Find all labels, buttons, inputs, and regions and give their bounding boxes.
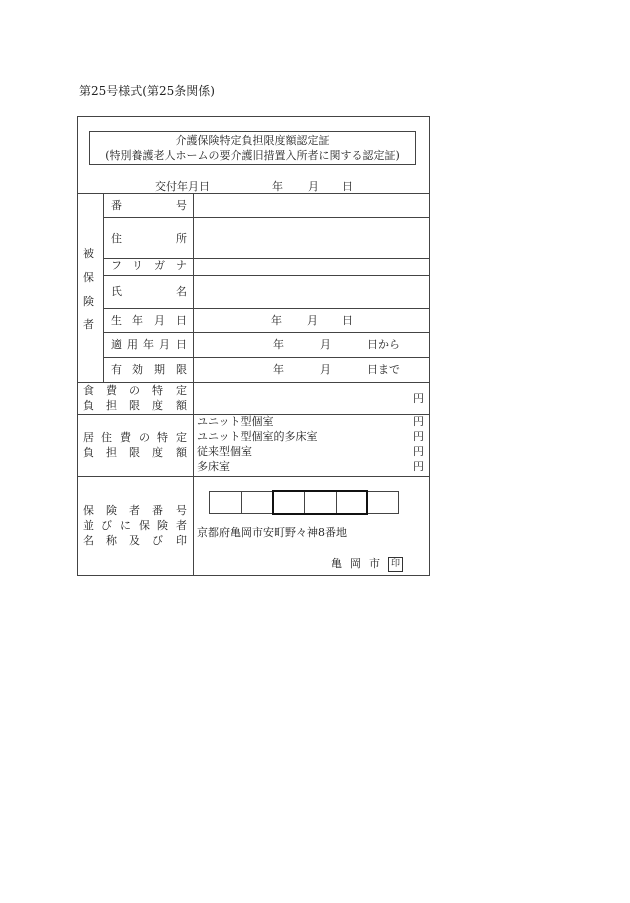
residence-label-char: 定 <box>176 431 187 444</box>
food-label-char: 限 <box>129 399 140 412</box>
insurer-label-char: 番 <box>152 504 163 517</box>
insurer-number-box <box>209 491 242 514</box>
rule <box>77 193 430 194</box>
applicable-suffix: 日から <box>367 338 400 351</box>
food-label-char: 食 <box>83 384 94 397</box>
room-type: ユニット型個室 <box>197 415 274 428</box>
room-yen-unit: 円 <box>413 430 424 443</box>
insurer-name-char: 市 <box>369 557 380 570</box>
address-label-char: 住 <box>111 232 122 245</box>
birth-label-char: 月 <box>154 314 165 327</box>
rule <box>103 332 430 333</box>
rule <box>193 193 194 576</box>
insurer-label-char: 名 <box>83 534 94 547</box>
rule <box>103 275 430 276</box>
form-label: 第25号様式(第25条関係) <box>79 84 215 98</box>
rule <box>103 357 430 358</box>
applicable-label-char: 適 <box>111 338 122 351</box>
applicable-label-char: 日 <box>176 338 187 351</box>
food-yen-unit: 円 <box>413 392 424 405</box>
residence-label-char: 限 <box>129 446 140 459</box>
insurer-label-char: 称 <box>106 534 117 547</box>
food-label-char: の <box>129 384 140 397</box>
seal-stamp: 印 <box>388 557 403 572</box>
applicable-label-char: 月 <box>159 338 170 351</box>
residence-label-char: 額 <box>176 446 187 459</box>
furigana-label-char: ナ <box>176 259 187 272</box>
food-label-char: 担 <box>106 399 117 412</box>
insurer-label-char: 者 <box>129 504 140 517</box>
rule <box>103 217 430 218</box>
rule <box>77 476 430 477</box>
room-type: 従来型個室 <box>197 445 252 458</box>
validity-label-char: 効 <box>132 363 143 376</box>
residence-label-char: 担 <box>106 446 117 459</box>
birth-month-unit: 月 <box>307 314 318 327</box>
insurer-label-char: 険 <box>106 504 117 517</box>
rule <box>103 258 430 259</box>
furigana-label-char: ガ <box>154 259 165 272</box>
room-yen-unit: 円 <box>413 445 424 458</box>
issue-month-unit: 月 <box>308 180 319 193</box>
validity-label-char: 限 <box>176 363 187 376</box>
number-label-char: 番 <box>111 199 122 212</box>
insurer-number-highlight <box>272 490 368 515</box>
residence-label-char: 負 <box>83 446 94 459</box>
validity-year-unit: 年 <box>273 363 284 376</box>
insurer-label-char: 号 <box>176 504 187 517</box>
insurer-name-char: 亀 <box>331 557 342 570</box>
name-label-char: 氏 <box>111 285 122 298</box>
insurer-label-char: 及 <box>129 534 140 547</box>
rule <box>103 308 430 309</box>
title-line-1: 介護保険特定負担限度額認定証 <box>175 134 330 147</box>
food-label-char: 費 <box>106 384 117 397</box>
insured-group-char: 被 <box>83 247 94 260</box>
insurer-label-char: 保 <box>83 504 94 517</box>
insurer-label-char: 印 <box>176 534 187 547</box>
insurer-number-box <box>241 491 273 514</box>
residence-label-char: の <box>139 431 150 444</box>
issue-day-unit: 日 <box>342 180 353 193</box>
food-label-char: 特 <box>152 384 163 397</box>
applicable-label-char: 年 <box>143 338 154 351</box>
issue-year-unit: 年 <box>272 180 283 193</box>
insurer-number-box <box>367 491 399 514</box>
insurer-label-char: に <box>120 519 131 532</box>
room-type: 多床室 <box>197 460 230 473</box>
insured-group-char: 者 <box>83 318 94 331</box>
certificate-title <box>89 131 416 165</box>
room-yen-unit: 円 <box>413 460 424 473</box>
food-label-char: 負 <box>83 399 94 412</box>
food-label-char: 定 <box>176 384 187 397</box>
insurer-label-char: び <box>152 534 163 547</box>
furigana-label-char: フ <box>111 259 122 272</box>
birth-label-char: 日 <box>176 314 187 327</box>
insurer-label-char: 保 <box>139 519 150 532</box>
insurer-label-char: 並 <box>83 519 94 532</box>
residence-label-char: 居 <box>83 431 94 444</box>
validity-suffix: 日まで <box>367 363 400 376</box>
rule <box>77 382 430 383</box>
applicable-year-unit: 年 <box>273 338 284 351</box>
room-type: ユニット型個室的多床室 <box>197 430 318 443</box>
applicable-label-char: 用 <box>127 338 138 351</box>
birth-year-unit: 年 <box>271 314 282 327</box>
insured-group-char: 保 <box>83 271 94 284</box>
furigana-label-char: リ <box>132 259 143 272</box>
title-line-2: (特別養護老人ホームの要介護旧措置入所者に関する認定証) <box>105 149 400 162</box>
name-label-char: 名 <box>176 285 187 298</box>
insured-group-char: 険 <box>83 295 94 308</box>
residence-label-char: 費 <box>120 431 131 444</box>
residence-label-char: 特 <box>157 431 168 444</box>
birth-label-char: 年 <box>132 314 143 327</box>
insurer-name-char: 岡 <box>350 557 361 570</box>
residence-label-char: 度 <box>152 446 163 459</box>
birth-label-char: 生 <box>111 314 122 327</box>
food-label-char: 額 <box>176 399 187 412</box>
residence-label-char: 住 <box>101 431 112 444</box>
number-label-char: 号 <box>176 199 187 212</box>
birth-day-unit: 日 <box>342 314 353 327</box>
food-label-char: 度 <box>152 399 163 412</box>
applicable-month-unit: 月 <box>320 338 331 351</box>
room-yen-unit: 円 <box>413 415 424 428</box>
validity-month-unit: 月 <box>320 363 331 376</box>
address-label-char: 所 <box>176 232 187 245</box>
insurer-label-char: 険 <box>157 519 168 532</box>
validity-label-char: 期 <box>154 363 165 376</box>
rule <box>103 193 104 382</box>
validity-label-char: 有 <box>111 363 122 376</box>
insurer-address: 京都府亀岡市安町野々神8番地 <box>197 526 347 539</box>
issue-date-label: 交付年月日 <box>155 180 210 193</box>
insurer-label-char: 者 <box>176 519 187 532</box>
insurer-label-char: び <box>101 519 112 532</box>
